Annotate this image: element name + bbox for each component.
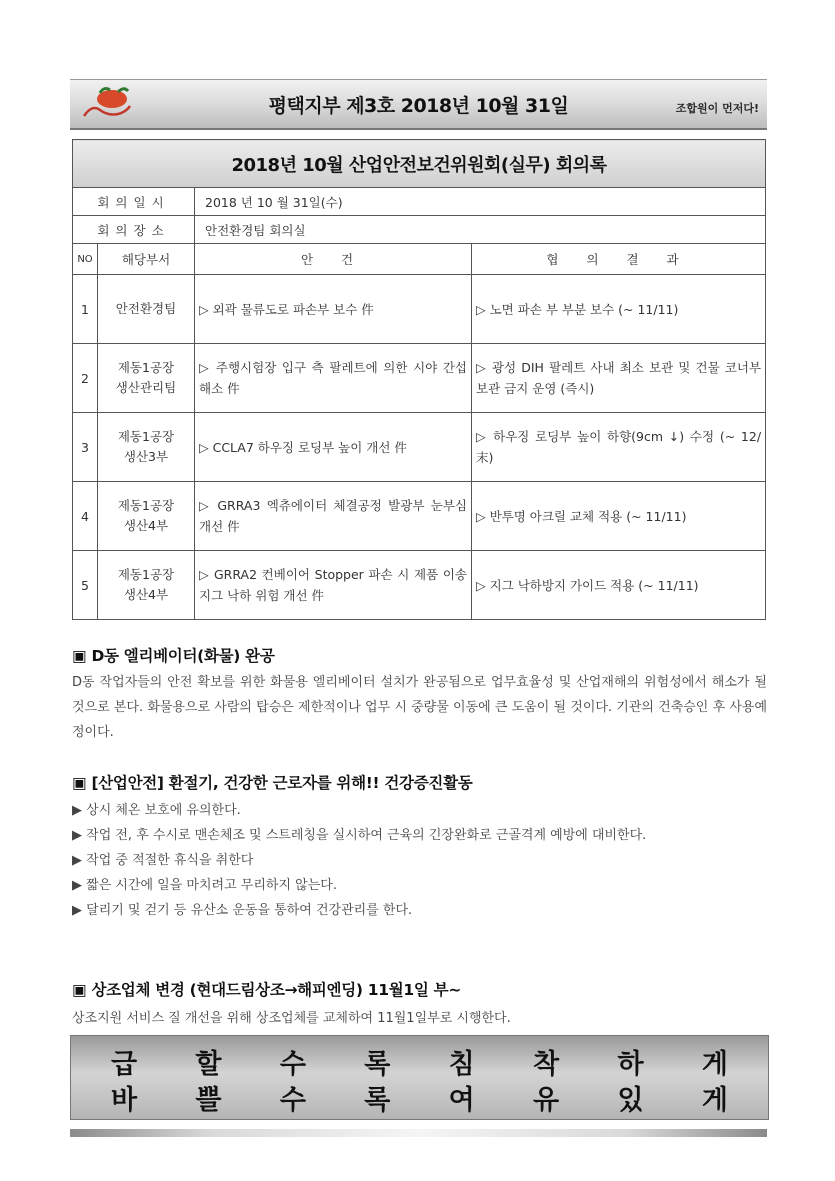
row-result: ▷ 반투명 아크릴 교체 적용 (~ 11/11): [472, 482, 766, 551]
motto-char: 바: [111, 1085, 138, 1116]
motto-banner: [70, 1035, 769, 1120]
table-row: [73, 482, 766, 551]
motto-line-2: [111, 1078, 728, 1117]
row-dept: [98, 413, 195, 482]
row-result: ▷ 하우징 로딩부 높이 하향(9cm ↓) 수정 (~ 12/末): [472, 413, 766, 482]
row-result: ▷ 지그 낙하방지 가이드 적용 (~ 11/11): [472, 551, 766, 620]
motto-char: 록: [364, 1049, 391, 1080]
section-title: ▣ [산업안전] 환절기, 건강한 근로자를 위해!! 건강증진활동: [72, 774, 473, 792]
union-slogan: 조합원이 먼저다!: [675, 102, 759, 115]
table-row: [73, 551, 766, 620]
col-header-no: NO: [73, 244, 98, 275]
row-agenda: ▷ 외곽 물류도로 파손부 보수 件: [195, 275, 472, 344]
footer-divider: [70, 1129, 767, 1137]
issue-title: 평택지부 제3호 2018년 10월 31일: [268, 95, 569, 117]
row-agenda: ▷ CCLA7 하우징 로딩부 높이 개선 件: [195, 413, 472, 482]
motto-char: 착: [533, 1049, 560, 1080]
row-dept-line: 제동1공장: [117, 429, 175, 444]
section-title: ▣ D동 엘리베이터(화물) 완공: [72, 647, 275, 665]
list-item: ▶ 짧은 시간에 일을 마치려고 무리하지 않는다.: [72, 878, 337, 893]
motto-char: 하: [617, 1049, 644, 1080]
row-dept-line: 제동1공장: [117, 498, 175, 513]
newsletter-header: [70, 79, 767, 130]
motto-line-1: [111, 1042, 728, 1081]
row-number: 1: [73, 275, 98, 344]
list-item: ▶ 작업 중 적절한 휴식을 취한다: [72, 853, 254, 868]
meeting-date-value: 2018 년 10 월 31일(수): [195, 188, 766, 216]
row-dept-line: 생산4부: [123, 518, 169, 533]
row-dept: [98, 344, 195, 413]
health-section: [72, 771, 767, 923]
section-body: 상조지원 서비스 질 개선을 위해 상조업체를 교체하여 11월1일부로 시행한다.: [72, 1011, 511, 1026]
motto-char: 여: [448, 1085, 475, 1116]
row-number: 4: [73, 482, 98, 551]
motto-char: 수: [279, 1049, 306, 1080]
motto-char: 록: [364, 1085, 391, 1116]
section-title: ▣ 상조업체 변경 (현대드림상조→해피엔딩) 11월1일 부~: [72, 981, 462, 999]
row-agenda: ▷ GRRA3 엑츄에이터 체결공정 발광부 눈부심 개선 件: [195, 482, 472, 551]
meeting-place-value: 안전환경팀 회의실: [195, 216, 766, 244]
committee-minutes-table: [72, 139, 766, 620]
row-dept-line: 제동1공장: [117, 567, 175, 582]
motto-char: 침: [448, 1049, 475, 1080]
row-number: 5: [73, 551, 98, 620]
funeral-service-section: [72, 978, 767, 1031]
elevator-section: [72, 644, 767, 745]
row-agenda: ▷ 주행시험장 입구 측 팔레트에 의한 시야 간섭 해소 件: [195, 344, 472, 413]
motto-char: 수: [279, 1085, 306, 1116]
list-item: ▶ 상시 체온 보호에 유의한다.: [72, 803, 241, 818]
col-header-result: 협 의 결 과: [472, 244, 766, 275]
row-dept: [98, 482, 195, 551]
row-dept: [98, 275, 195, 344]
row-dept: [98, 551, 195, 620]
row-dept-line: 생산4부: [123, 587, 169, 602]
motto-char: 있: [617, 1085, 644, 1116]
row-agenda: ▷ GRRA2 컨베이어 Stopper 파손 시 제품 이송지그 낙하 위험 개선 件: [195, 551, 472, 620]
table-row: [73, 344, 766, 413]
row-dept-line: 생산관리팀: [115, 380, 177, 395]
row-number: 2: [73, 344, 98, 413]
motto-char: 게: [701, 1049, 728, 1080]
row-dept-line: 생산3부: [123, 449, 169, 464]
row-dept-line: 안전환경팀: [115, 301, 177, 316]
row-dept-line: 제동1공장: [117, 360, 175, 375]
table-row: [73, 275, 766, 344]
motto-char: 할: [195, 1049, 222, 1080]
motto-char: 급: [111, 1049, 138, 1080]
motto-char: 게: [701, 1085, 728, 1116]
minutes-title: 2018년 10월 산업안전보건위원회(실무) 회의록: [73, 140, 766, 188]
list-item: ▶ 달리기 및 걷기 등 유산소 운동을 통하여 건강관리를 한다.: [72, 903, 413, 918]
col-header-agenda: 안 건: [195, 244, 472, 275]
row-result: ▷ 노면 파손 부 부분 보수 (~ 11/11): [472, 275, 766, 344]
motto-char: 쁠: [195, 1085, 222, 1116]
col-header-dept: 해당부서: [98, 244, 195, 275]
meeting-place-label: 회의장소: [73, 216, 195, 244]
motto-char: 유: [533, 1085, 560, 1116]
section-body: D동 작업자들의 안전 확보를 위한 화물용 엘리베이터 설치가 완공됨으로 업무효율성 및 산업재해의 위험성에서 해소가 될 것으로 본다. 화물용으로 사람의 탑승은 제한적이나 업무 시 중량물 이동에 큰 도움이 될 것이다. 기관의 건축승인 후 사용예정이다.: [72, 675, 767, 740]
row-result: ▷ 광성 DIH 팔레트 사내 최소 보관 및 건물 코너부 보관 금지 운영 (즉시): [472, 344, 766, 413]
meeting-date-label: 회의일시: [73, 188, 195, 216]
row-number: 3: [73, 413, 98, 482]
list-item: ▶ 작업 전, 후 수시로 맨손체조 및 스트레칭을 실시하여 근육의 긴장완화로 근골격계 예방에 대비한다.: [72, 828, 647, 843]
table-row: [73, 413, 766, 482]
